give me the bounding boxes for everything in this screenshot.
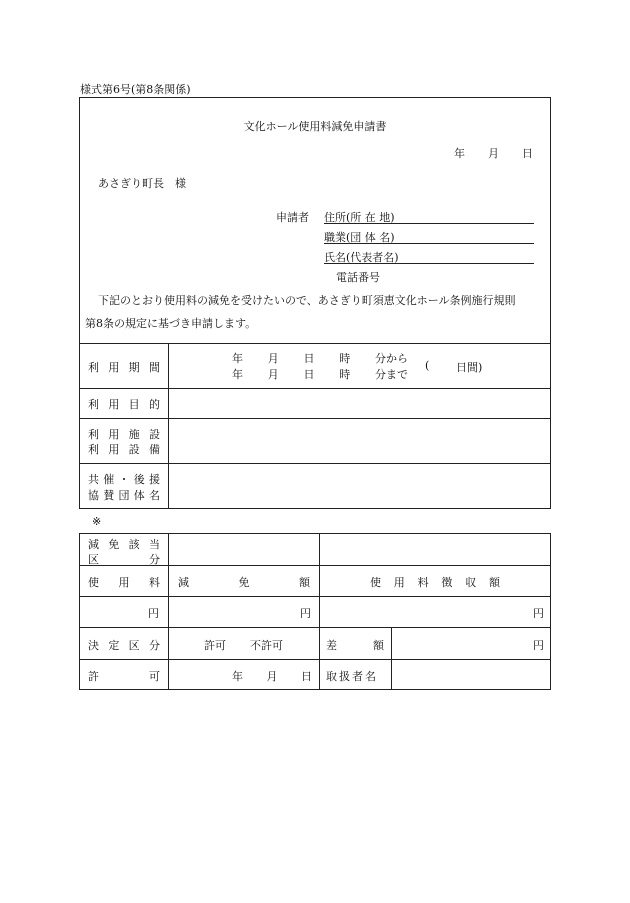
sponsor-label-2: 協 賛 団 体 名 [88, 489, 160, 502]
fee-yen: 円 [148, 607, 159, 620]
lower-table-line-4 [79, 659, 551, 660]
difference-yen: 円 [533, 639, 544, 652]
body-text-line1: 下記のとおり使用料の減免を受けたいので、あさぎり町須恵文化ホール条例施行規則 [98, 294, 516, 307]
exempt-label-2: 区 分 [88, 553, 160, 566]
fee-label: 使 用 料 [88, 576, 160, 589]
handler-label: 取扱者名 [326, 670, 378, 683]
collected-yen: 円 [533, 607, 544, 620]
upper-table-line-3 [79, 418, 551, 419]
days-label: 日間) [456, 361, 483, 374]
lower-table-divider-3 [391, 627, 392, 690]
occupation-underline [324, 243, 534, 244]
difference-label: 差 額 [326, 639, 384, 652]
form-label: 様式第6号(第8条関係) [80, 83, 191, 96]
reduction-label: 減 免 額 [178, 576, 310, 589]
name-underline [324, 263, 534, 264]
upper-table-divider [168, 343, 169, 509]
period-label: 利 用 期 間 [88, 361, 160, 374]
address-underline [324, 223, 534, 224]
facility-label-2: 利 用 設 備 [88, 443, 160, 456]
lower-table-line-3 [79, 627, 551, 628]
lower-table-divider-2 [319, 533, 320, 690]
reduction-yen: 円 [300, 607, 311, 620]
facility-label-1: 利 用 施 設 [88, 428, 160, 441]
upper-table-top-line [79, 343, 551, 344]
upper-table-line-4 [79, 463, 551, 464]
approval-date: 年 月 日 [232, 670, 312, 683]
applicant-address-label: 住所(所 在 地) [324, 211, 395, 224]
lower-table-divider-1 [168, 533, 169, 690]
applicant-name-label: 氏名(代表者名) [324, 251, 399, 264]
sponsor-label-1: 共 催 ・ 後 援 [88, 473, 160, 486]
addressee: あさぎり町長 様 [98, 177, 186, 190]
date-line: 年 月 日 [454, 147, 533, 160]
note-mark: ※ [92, 515, 102, 528]
not-permit-option: 不許可 [250, 639, 283, 652]
lower-table-line-2 [79, 596, 551, 597]
body-text-line2: 第8条の規定に基づき申請します。 [85, 317, 257, 330]
permit-option: 許可 [204, 639, 226, 652]
applicant-label: 申請者 [276, 211, 309, 224]
form-title: 文化ホール使用料減免申請書 [243, 120, 387, 133]
purpose-label: 利 用 目 的 [88, 398, 160, 411]
exempt-label-1: 減 免 該 当 [88, 538, 160, 551]
upper-table-line-2 [79, 388, 551, 389]
period-end-row: 年 月 日 時 分まで [232, 368, 408, 381]
collected-label: 使 用 料 徴 収 額 [370, 576, 500, 589]
applicant-phone-label: 電話番号 [336, 271, 380, 284]
approval-label: 許 可 [88, 670, 160, 683]
applicant-occupation-label: 職業(団 体 名) [324, 231, 395, 244]
period-start-row: 年 月 日 時 分から [232, 352, 408, 365]
decision-label: 決 定 区 分 [88, 639, 160, 652]
days-open-paren: ( [425, 359, 430, 372]
